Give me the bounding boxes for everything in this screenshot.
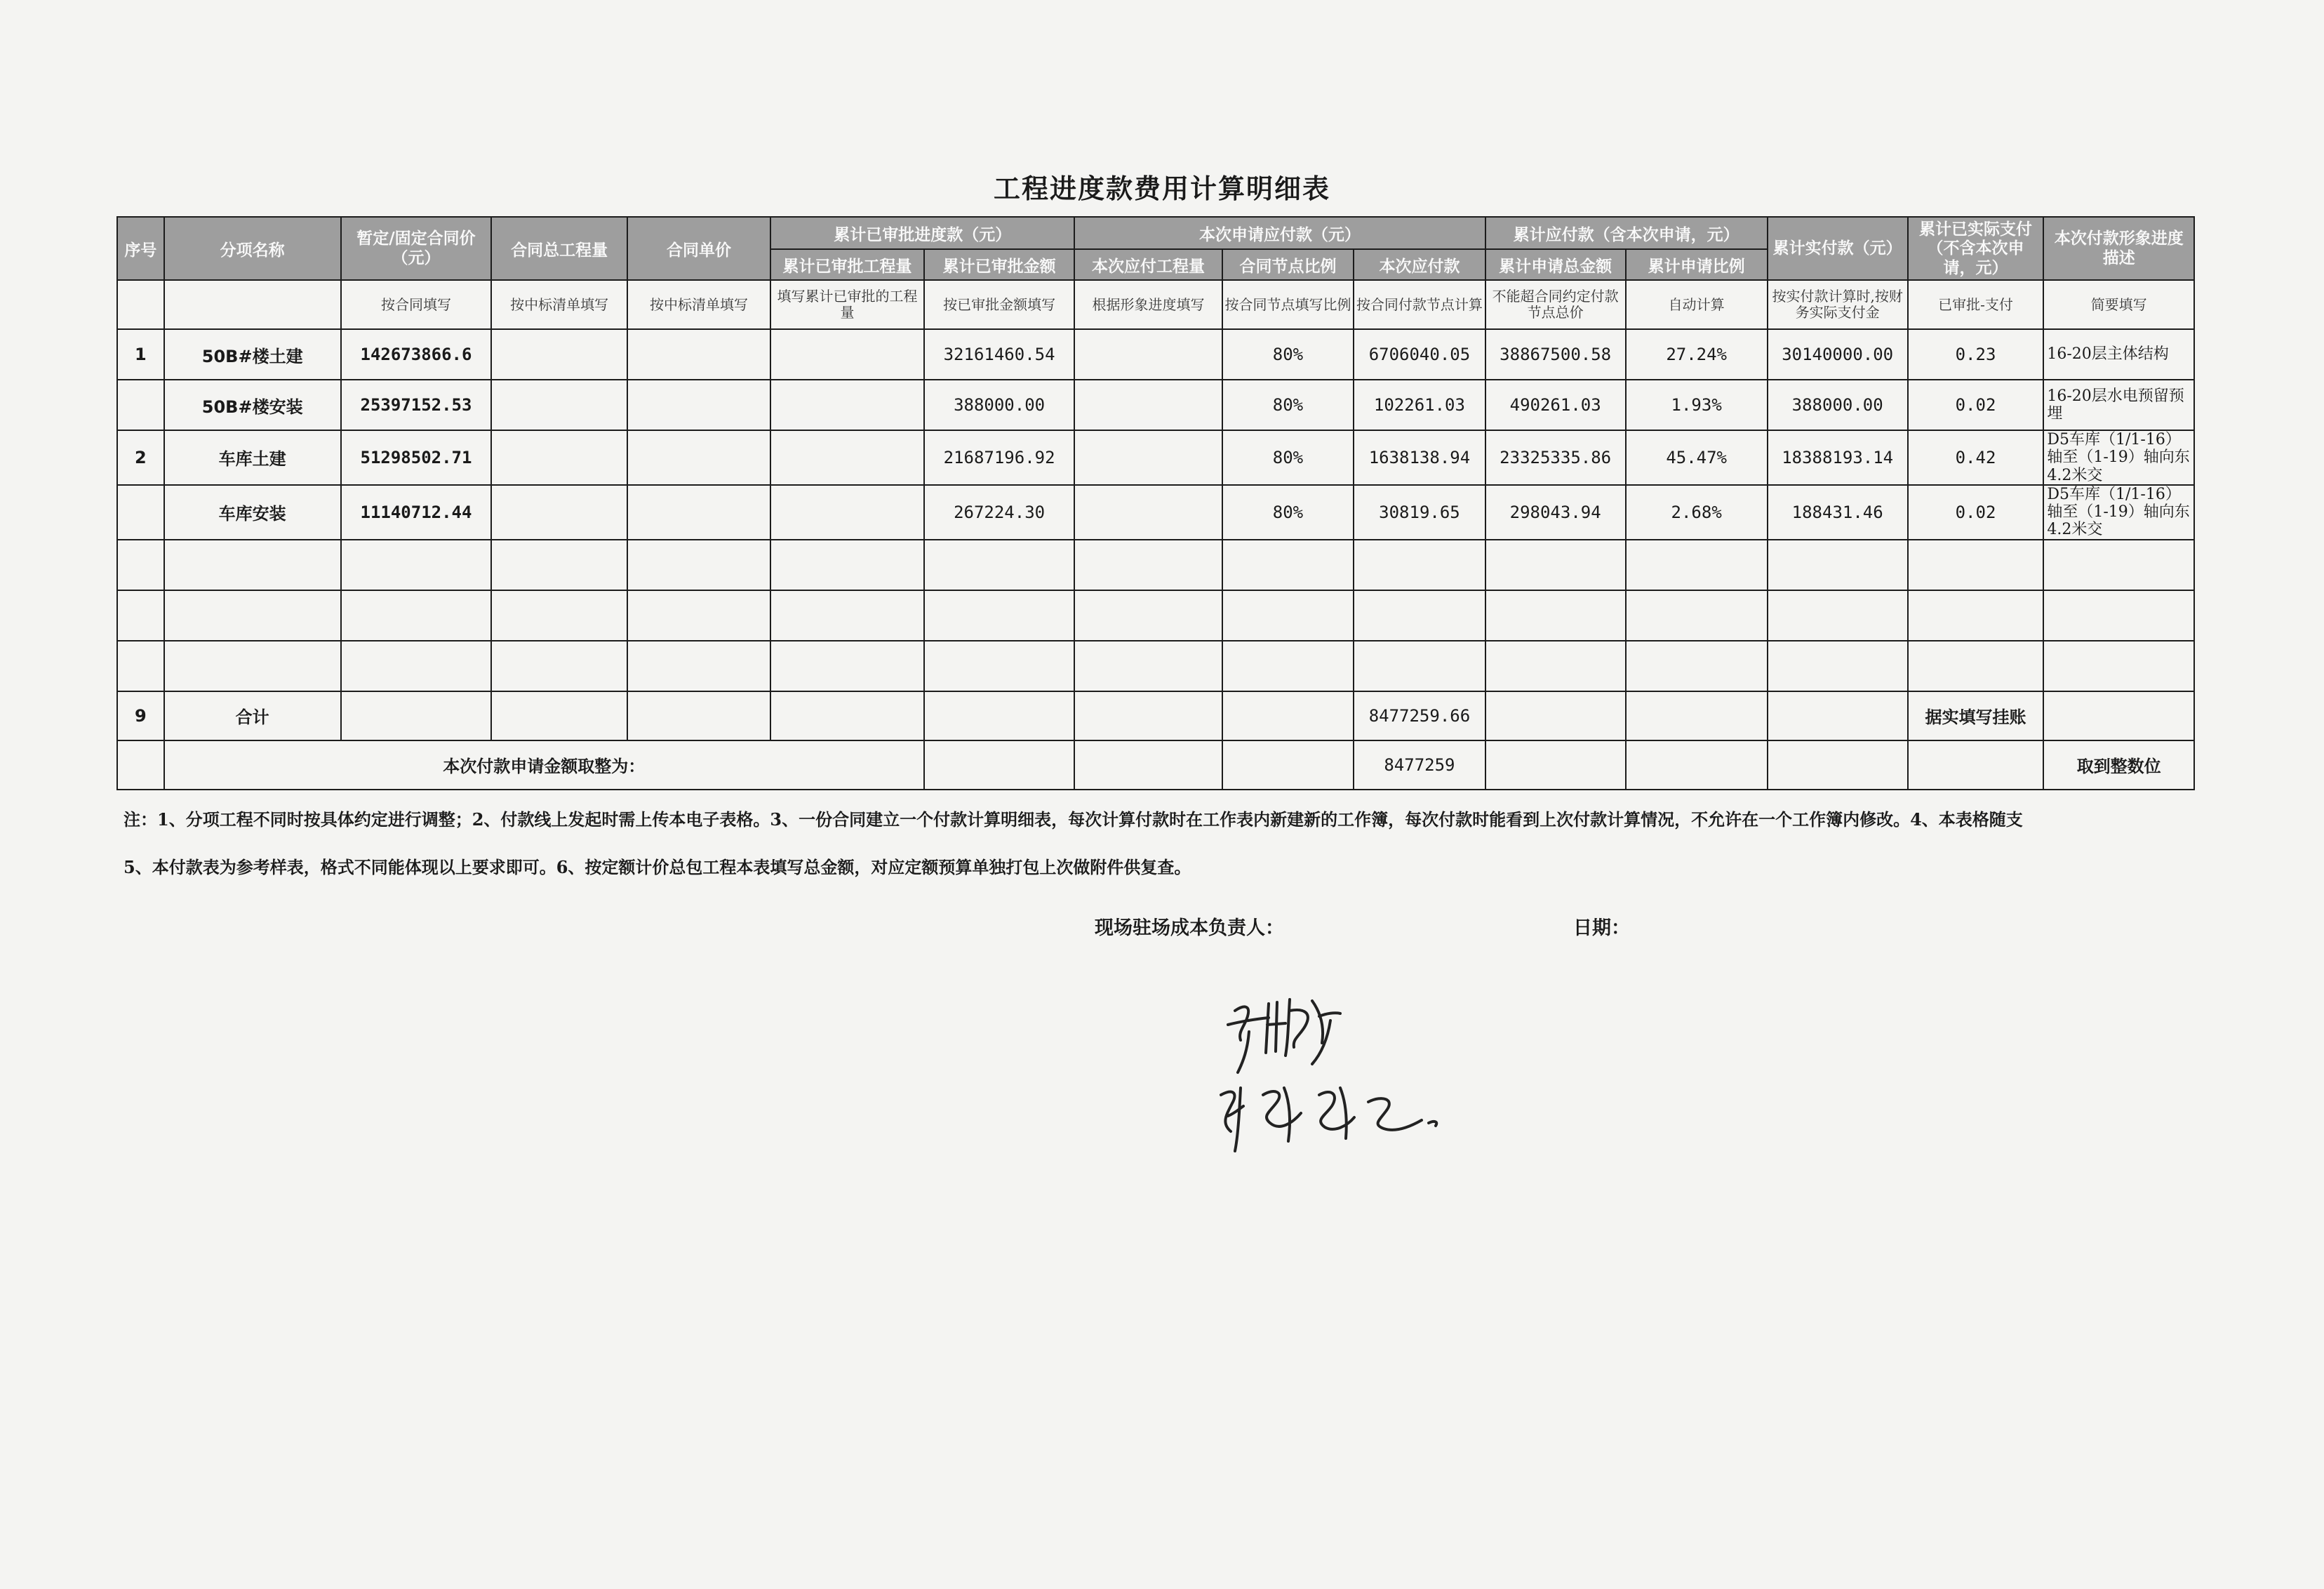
cell-cum-paid: 188431.46	[1768, 485, 1908, 540]
handwritten-signature	[1207, 983, 1509, 1165]
cell-cum-approved-quantity	[770, 485, 924, 540]
total-row	[117, 691, 2194, 740]
cell-contract-price: 25397152.53	[341, 380, 492, 430]
cell-total-quantity	[491, 329, 627, 380]
total-seq: 9	[117, 691, 164, 740]
cell-cum-applied-ratio: 45.47%	[1626, 430, 1768, 485]
hint-cum-approved-amount: 按已审批金额填写	[924, 280, 1075, 329]
cell-current-payable: 30819.65	[1354, 485, 1485, 540]
cell-item-name: 50B#楼安装	[164, 380, 341, 430]
cell-cum-approved-amount: 388000.00	[924, 380, 1075, 430]
cell-unit-price	[627, 430, 770, 485]
cell-cum-approved-quantity	[770, 380, 924, 430]
header-current-quantity: 本次应付工程量	[1074, 249, 1222, 280]
cell-node-ratio: 80%	[1222, 380, 1354, 430]
cell-cum-applied-ratio: 1.93%	[1626, 380, 1768, 430]
rounded-note: 取到整数位	[2043, 740, 2194, 790]
cell-cum-approved-amount: 21687196.92	[924, 430, 1075, 485]
hint-row	[117, 280, 2194, 329]
table-row	[117, 329, 2194, 380]
header-cum-applied-ratio: 累计申请比例	[1626, 249, 1768, 280]
cell-total-quantity	[491, 380, 627, 430]
rounded-label: 本次付款申请金额取整为：	[164, 740, 924, 790]
cell-contract-price: 142673866.6	[341, 329, 492, 380]
cell-progress: 16-20层主体结构	[2043, 329, 2194, 380]
cell-node-ratio: 80%	[1222, 485, 1354, 540]
header-cum-applied-amount: 累计申请总金额	[1485, 249, 1626, 280]
notes-line-2: 5、本付款表为参考样表，格式不同能体现以上要求即可。6、按定额计价总包工程本表填写总金额，对应定额预算单独打包上次做附件供复查。	[123, 857, 1191, 877]
cell-current-payable: 1638138.94	[1354, 430, 1485, 485]
table-row	[117, 540, 2194, 590]
header-cum-payable-group: 累计应付款（含本次申请，元）	[1485, 217, 1768, 249]
cell-cum-paid-ratio: 0.02	[1908, 380, 2044, 430]
cell-current-quantity	[1074, 485, 1222, 540]
date-label: 日期：	[1573, 917, 1630, 939]
responsible-label: 现场驻场成本负责人：	[1095, 917, 1284, 939]
table-row	[117, 430, 2194, 485]
cell-cum-approved-quantity	[770, 430, 924, 485]
cell-cum-applied-ratio: 2.68%	[1626, 485, 1768, 540]
cell-item-name: 车库安装	[164, 485, 341, 540]
total-paid-note: 据实填写挂账	[1908, 691, 2044, 740]
hint-unit-price: 按中标清单填写	[627, 280, 770, 329]
cell-cum-paid: 18388193.14	[1768, 430, 1908, 485]
cell-progress: D5车库（1/1-16）轴至（1-19）轴向东4.2米交	[2043, 485, 2194, 540]
hint-progress-desc: 简要填写	[2043, 280, 2194, 329]
hint-current-payable: 按合同付款节点计算	[1354, 280, 1485, 329]
cell-total-quantity	[491, 430, 627, 485]
header-row-1	[117, 217, 2194, 249]
cell-seq	[117, 380, 164, 430]
table-row	[117, 590, 2194, 641]
cell-cum-applied-ratio: 27.24%	[1626, 329, 1768, 380]
cell-seq: 2	[117, 430, 164, 485]
cell-cum-applied-amount: 298043.94	[1485, 485, 1626, 540]
cell-cum-approved-quantity	[770, 329, 924, 380]
header-unit-price: 合同单价	[627, 217, 770, 280]
hint-total-quantity: 按中标清单填写	[491, 280, 627, 329]
cell-cum-applied-amount: 490261.03	[1485, 380, 1626, 430]
cell-total-quantity	[491, 485, 627, 540]
header-cum-approved-quantity: 累计已审批工程量	[770, 249, 924, 280]
hint-cum-applied-ratio: 自动计算	[1626, 280, 1768, 329]
payment-detail-table	[116, 216, 2195, 790]
header-cum-paid: 累计实付款（元）	[1768, 217, 1908, 280]
cell-unit-price	[627, 329, 770, 380]
cell-unit-price	[627, 485, 770, 540]
header-current-payable: 本次应付款	[1354, 249, 1485, 280]
rounded-total-row	[117, 740, 2194, 790]
header-cum-paid-ratio: 累计已实际支付（不含本次申请，元）	[1908, 217, 2044, 280]
hint-contract-price: 按合同填写	[341, 280, 492, 329]
total-current-payable: 8477259.66	[1354, 691, 1485, 740]
header-total-quantity: 合同总工程量	[491, 217, 627, 280]
cell-cum-applied-amount: 38867500.58	[1485, 329, 1626, 380]
header-contract-price: 暂定/固定合同价（元）	[341, 217, 492, 280]
cell-item-name: 车库土建	[164, 430, 341, 485]
cell-contract-price: 11140712.44	[341, 485, 492, 540]
cell-seq	[117, 485, 164, 540]
header-item-name: 分项名称	[164, 217, 341, 280]
header-node-ratio: 合同节点比例	[1222, 249, 1354, 280]
table-row	[117, 641, 2194, 691]
hint-cum-paid-ratio: 已审批-支付	[1908, 280, 2044, 329]
hint-cum-paid: 按实付款计算时,按财务实际支付金	[1768, 280, 1908, 329]
cell-node-ratio: 80%	[1222, 329, 1354, 380]
cell-unit-price	[627, 380, 770, 430]
cell-cum-approved-amount: 267224.30	[924, 485, 1075, 540]
page-title: 工程进度款费用计算明细表	[993, 173, 1330, 204]
cell-cum-paid-ratio: 0.23	[1908, 329, 2044, 380]
header-progress-desc: 本次付款形象进度描述	[2043, 217, 2194, 280]
total-label: 合计	[164, 691, 341, 740]
cell-current-quantity	[1074, 380, 1222, 430]
cell-cum-approved-amount: 32161460.54	[924, 329, 1075, 380]
header-cum-approved-amount: 累计已审批金额	[924, 249, 1075, 280]
cell-current-quantity	[1074, 329, 1222, 380]
cell-progress: 16-20层水电预留预埋	[2043, 380, 2194, 430]
cell-cum-paid-ratio: 0.02	[1908, 485, 2044, 540]
cell-item-name: 50B#楼土建	[164, 329, 341, 380]
table-row	[117, 485, 2194, 540]
cell-cum-applied-amount: 23325335.86	[1485, 430, 1626, 485]
cell-progress: D5车库（1/1-16）轴至（1-19）轴向东4.2米交	[2043, 430, 2194, 485]
header-current-group: 本次申请应付款（元）	[1074, 217, 1485, 249]
header-cum-approved-group: 累计已审批进度款（元）	[770, 217, 1074, 249]
notes-line-1: 注：1、分项工程不同时按具体约定进行调整；2、付款线上发起时需上传本电子表格。3、一份合同建立一个付款计算明细表，每次计算付款时在工作表内新建新的工作簿，每次付款时能看到上次付款计算情况，不允许在一个工作簿内修改。4、本表格随支	[123, 809, 2023, 830]
cell-current-quantity	[1074, 430, 1222, 485]
cell-cum-paid-ratio: 0.42	[1908, 430, 2044, 485]
cell-seq: 1	[117, 329, 164, 380]
cell-current-payable: 102261.03	[1354, 380, 1485, 430]
rounded-amount: 8477259	[1354, 740, 1485, 790]
hint-current-quantity: 根据形象进度填写	[1074, 280, 1222, 329]
header-seq: 序号	[117, 217, 164, 280]
hint-cum-approved-quantity: 填写累计已审批的工程量	[770, 280, 924, 329]
cell-cum-paid: 30140000.00	[1768, 329, 1908, 380]
cell-current-payable: 6706040.05	[1354, 329, 1485, 380]
table-row	[117, 380, 2194, 430]
hint-cum-applied-amount: 不能超合同约定付款节点总价	[1485, 280, 1626, 329]
hint-node-ratio: 按合同节点填写比例	[1222, 280, 1354, 329]
cell-node-ratio: 80%	[1222, 430, 1354, 485]
cell-contract-price: 51298502.71	[341, 430, 492, 485]
cell-cum-paid: 388000.00	[1768, 380, 1908, 430]
